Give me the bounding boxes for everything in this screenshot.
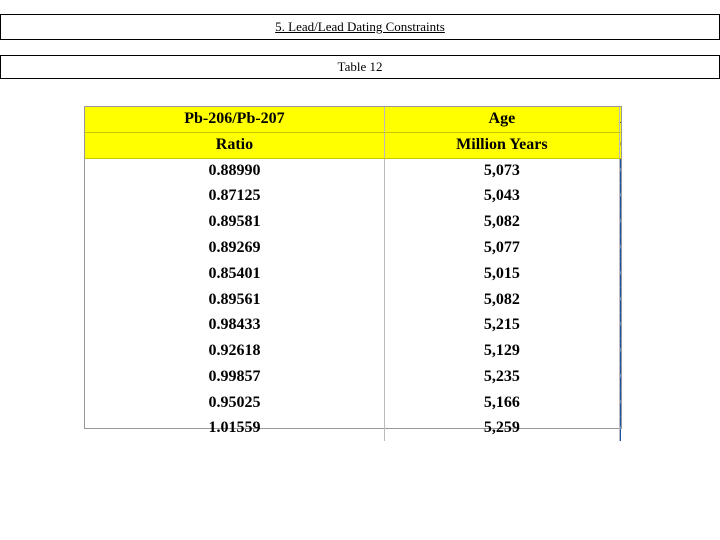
category-cell: [619, 364, 621, 390]
column-header-ratio: Pb-206/Pb-207: [85, 107, 384, 132]
category-cell: [619, 184, 621, 210]
table-row: [85, 210, 621, 236]
page-title: 5. Lead/Lead Dating Constraints: [275, 19, 445, 34]
ratio-cell: 0.87125: [208, 187, 261, 205]
table-row: [85, 416, 621, 441]
age-cell: 5,077: [384, 235, 619, 261]
table-row: [85, 158, 621, 184]
category-cell: [619, 416, 621, 441]
table-row: [85, 339, 621, 365]
ratio-cell: 0.89581: [208, 213, 261, 231]
age-cell: 5,129: [384, 339, 619, 365]
age-cell: 5,166: [384, 390, 619, 416]
age-cell: 5,215: [384, 313, 619, 339]
age-cell: 5,073: [384, 158, 619, 184]
table-header-row: [85, 132, 621, 158]
table-body: [85, 107, 621, 441]
column-subheader-ratio: Ratio: [85, 132, 384, 158]
column-subheader-age: Million Years: [384, 132, 619, 158]
category-cell: [619, 390, 621, 416]
table-header-row: [85, 107, 621, 132]
column-header-age: Age: [384, 107, 619, 132]
lead-dating-table: [85, 107, 621, 441]
ratio-cell: 1.01559: [208, 419, 261, 437]
age-cell: 5,082: [384, 287, 619, 313]
subtitle-bar: [0, 55, 720, 79]
column-subheader-category: [619, 132, 621, 158]
age-cell: 5,235: [384, 364, 619, 390]
table-row: [85, 261, 621, 287]
column-header-category: [619, 107, 621, 132]
ratio-cell: 0.88990: [208, 161, 261, 179]
category-cell: [619, 235, 621, 261]
ratio-cell: 0.95025: [208, 393, 261, 411]
table-row: [85, 364, 621, 390]
table-row: [85, 184, 621, 210]
category-cell: [619, 339, 621, 365]
ratio-cell: 0.99857: [208, 367, 261, 385]
table-caption: Table 12: [337, 59, 383, 74]
table-row: [85, 313, 621, 339]
ratio-cell: 0.89269: [208, 238, 261, 256]
age-cell: 5,043: [384, 184, 619, 210]
ratio-cell: 0.98433: [208, 316, 261, 334]
category-cell: [619, 287, 621, 313]
table-row: [85, 390, 621, 416]
ratio-cell: 0.85401: [208, 264, 261, 282]
title-bar: [0, 14, 720, 40]
age-cell: 5,082: [384, 210, 619, 236]
table-row: [85, 287, 621, 313]
category-cell: [619, 261, 621, 287]
age-cell: 5,259: [384, 416, 619, 441]
table-row: [85, 235, 621, 261]
age-cell: 5,015: [384, 261, 619, 287]
ratio-cell: 0.92618: [208, 342, 261, 360]
category-cell: [619, 210, 621, 236]
category-cell: [619, 313, 621, 339]
category-cell: [619, 158, 621, 184]
ratio-cell: 0.89561: [208, 290, 261, 308]
data-table-container: [84, 106, 622, 437]
